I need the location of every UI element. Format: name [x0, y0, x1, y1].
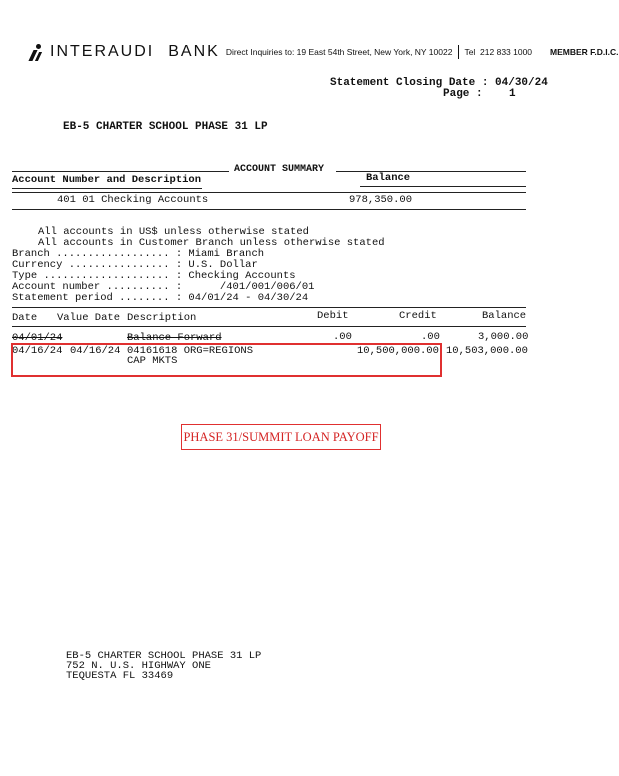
summary-rule-left: [12, 171, 229, 172]
detail-statement-period: Statement period ........ : 04/01/24 - 04/30/24: [12, 292, 309, 304]
summary-col-balance: Balance: [366, 172, 411, 184]
col-header-value-date: Value Date: [57, 312, 121, 324]
bank-telephone: Tel 212 833 1000: [458, 45, 532, 59]
summary-header-rule-right: [360, 186, 526, 187]
row2-description: 04161618 ORG=REGIONS: [127, 345, 254, 357]
row1-balance: 3,000.00: [478, 331, 529, 343]
col-header-description: Description: [127, 312, 197, 324]
detail-branch: Branch .................. : Miami Branch: [12, 248, 265, 260]
fdic-member-label: MEMBER F.D.I.C.: [550, 47, 619, 57]
row2-date: 04/16/24: [12, 345, 63, 357]
detail-account-number: Account number .......... : /401/001/006/01: [12, 281, 315, 293]
bank-logo-icon: [30, 44, 44, 60]
inquiries-address: Direct Inquiries to: 19 East 54th Street, New York, NY 10022: [225, 47, 453, 57]
summary-col-account: Account Number and Description: [12, 174, 202, 186]
transactions-header-rule: [12, 326, 526, 327]
row1-debit: .00: [333, 331, 352, 343]
row1-credit: .00: [421, 331, 440, 343]
col-header-date: Date: [12, 312, 38, 324]
col-header-debit: Debit: [317, 310, 349, 322]
summary-account-balance: 978,350.00: [349, 194, 413, 206]
row2-description-continued: CAP MKTS: [127, 355, 178, 367]
account-summary-title: ACCOUNT SUMMARY: [234, 164, 325, 175]
summary-header-rule: [12, 192, 526, 193]
detail-type: Type .................... : Checking Accounts: [12, 270, 296, 282]
detail-currency: Currency ................ : U.S. Dollar: [12, 259, 258, 271]
col-header-balance: Balance: [482, 310, 527, 322]
transaction-highlight-box: [11, 343, 442, 377]
transactions-top-rule: [12, 307, 526, 308]
mailing-street: 752 N. U.S. HIGHWAY ONE: [66, 660, 211, 672]
row1-date: 04/01/24: [12, 332, 63, 344]
note-branch: All accounts in Customer Branch unless otherwise stated: [38, 237, 385, 249]
row2-value-date: 04/16/24: [70, 345, 121, 357]
summary-header-rule-left: [12, 188, 202, 189]
summary-bottom-rule: [12, 209, 526, 210]
row1-description: Balance Forward: [127, 332, 222, 344]
statement-page-number: Page : 1: [443, 88, 516, 100]
bank-letterhead: [30, 40, 619, 64]
note-currency: All accounts in US$ unless otherwise stated: [38, 226, 309, 238]
statement-closing-date: Statement Closing Date : 04/30/24: [330, 77, 548, 89]
account-holder-name: EB-5 CHARTER SCHOOL PHASE 31 LP: [63, 121, 268, 133]
row2-credit: 10,500,000.00: [357, 345, 439, 357]
bank-name: INTERAUDI BANK: [50, 43, 220, 60]
row2-balance: 10,503,000.00: [446, 345, 528, 357]
mailing-name: EB-5 CHARTER SCHOOL PHASE 31 LP: [66, 650, 262, 662]
loan-payoff-annotation: PHASE 31/SUMMIT LOAN PAYOFF: [181, 424, 381, 450]
col-header-credit: Credit: [399, 310, 437, 322]
mailing-city: TEQUESTA FL 33469: [66, 670, 174, 682]
summary-rule-right: [336, 171, 526, 172]
summary-account-row: 401 01 Checking Accounts: [57, 194, 209, 206]
